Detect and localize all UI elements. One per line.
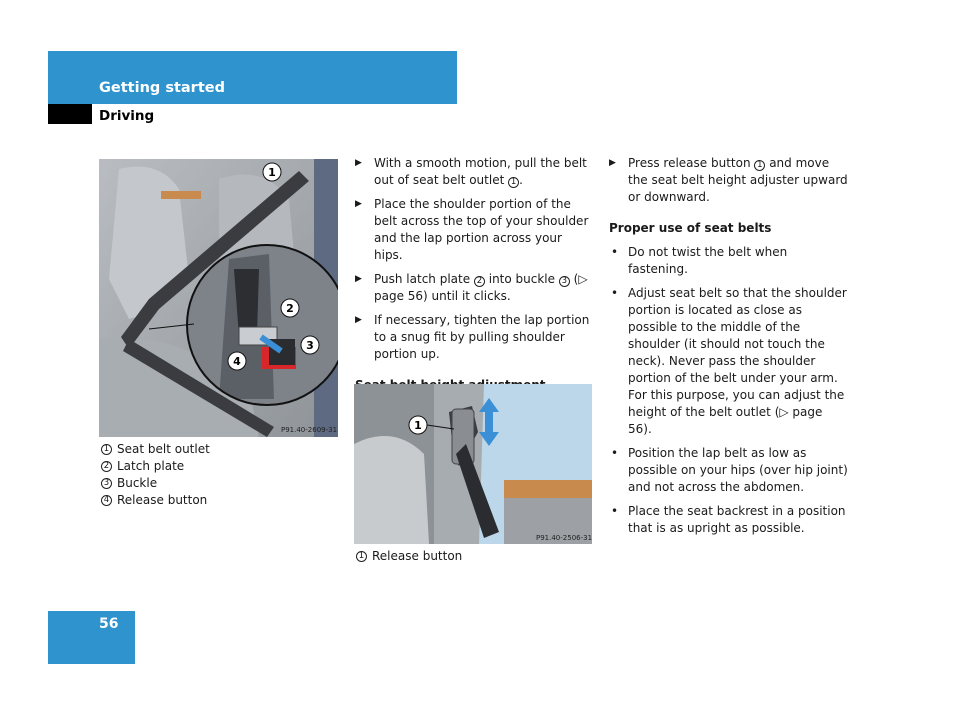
height-adjuster-figure [354, 384, 592, 544]
bullet-icon: • [611, 245, 619, 259]
section-header-bar [48, 51, 457, 104]
triangle-right-icon: ▶ [355, 158, 362, 168]
triangle-right-icon: ▶ [355, 274, 362, 284]
subsection-title: Driving [99, 108, 155, 124]
bullet-item: • Position the lap belt as low as possible on your hips (over hip joint) and not across the abdomen. [611, 446, 848, 494]
instruction-step: ▶ Push latch plate 2 into buckle 3 (▷ page 56) until it clicks. [355, 272, 588, 303]
bullet-icon: • [611, 446, 619, 460]
instruction-step: ▶ If necessary, tighten the lap portion to a snug fit by pulling shoulder portion up. [355, 313, 590, 361]
instruction-step: ▶ Press release button 1 and move the seat belt height adjuster upward or downward. [609, 156, 848, 204]
bullet-item: • Adjust seat belt so that the shoulder portion is located as close as possible to the middle of the shoulder (it should not touch the neck). Never pass the shoulder portion of the belt under your arm. For this purpose, you can adjust the height of the belt outlet (▷ page 56). [611, 286, 847, 436]
bullet-icon: • [611, 286, 619, 300]
figure1-legend [101, 441, 210, 509]
legend-item: 3 Buckle [101, 475, 210, 492]
legend-item: 4 Release button [101, 492, 210, 509]
bullet-item: • Place the seat backrest in a position that is as upright as possible. [611, 504, 846, 535]
triangle-right-icon: ▶ [609, 158, 616, 168]
figure2-legend [356, 548, 462, 565]
figure-code: P91.40-2609-31 [281, 426, 338, 434]
callout-3: 3 [306, 339, 314, 352]
section-heading: Proper use of seat belts [609, 221, 772, 235]
triangle-right-icon: ▶ [355, 315, 362, 325]
page-number: 56 [99, 616, 119, 632]
callout-4: 4 [233, 355, 241, 368]
instructions-column [355, 155, 593, 401]
callout-2: 2 [286, 302, 294, 315]
triangle-right-icon: ▶ [355, 199, 362, 209]
bullet-item: • Do not twist the belt when fastening. [611, 245, 788, 276]
bullet-icon: • [611, 504, 619, 518]
subsection-marker [48, 104, 92, 124]
seat-belt-figure [99, 159, 338, 437]
instruction-step: ▶ Place the shoulder portion of the belt across the top of your shoulder and the lap portion across your hips. [355, 197, 589, 262]
usage-column [609, 155, 849, 544]
callout-1: 1 [414, 419, 422, 432]
instruction-step: ▶ With a smooth motion, pull the belt out of seat belt outlet 1 . [355, 156, 587, 187]
legend-item: 2 Latch plate [101, 458, 210, 475]
legend-item: 1 Seat belt outlet [101, 441, 210, 458]
callout-1: 1 [268, 166, 276, 179]
legend-item: 1 Release button [356, 548, 462, 565]
page-number-box [48, 611, 135, 664]
figure-code: P91.40-2506-31 [536, 534, 592, 542]
section-title: Getting started [99, 80, 225, 96]
